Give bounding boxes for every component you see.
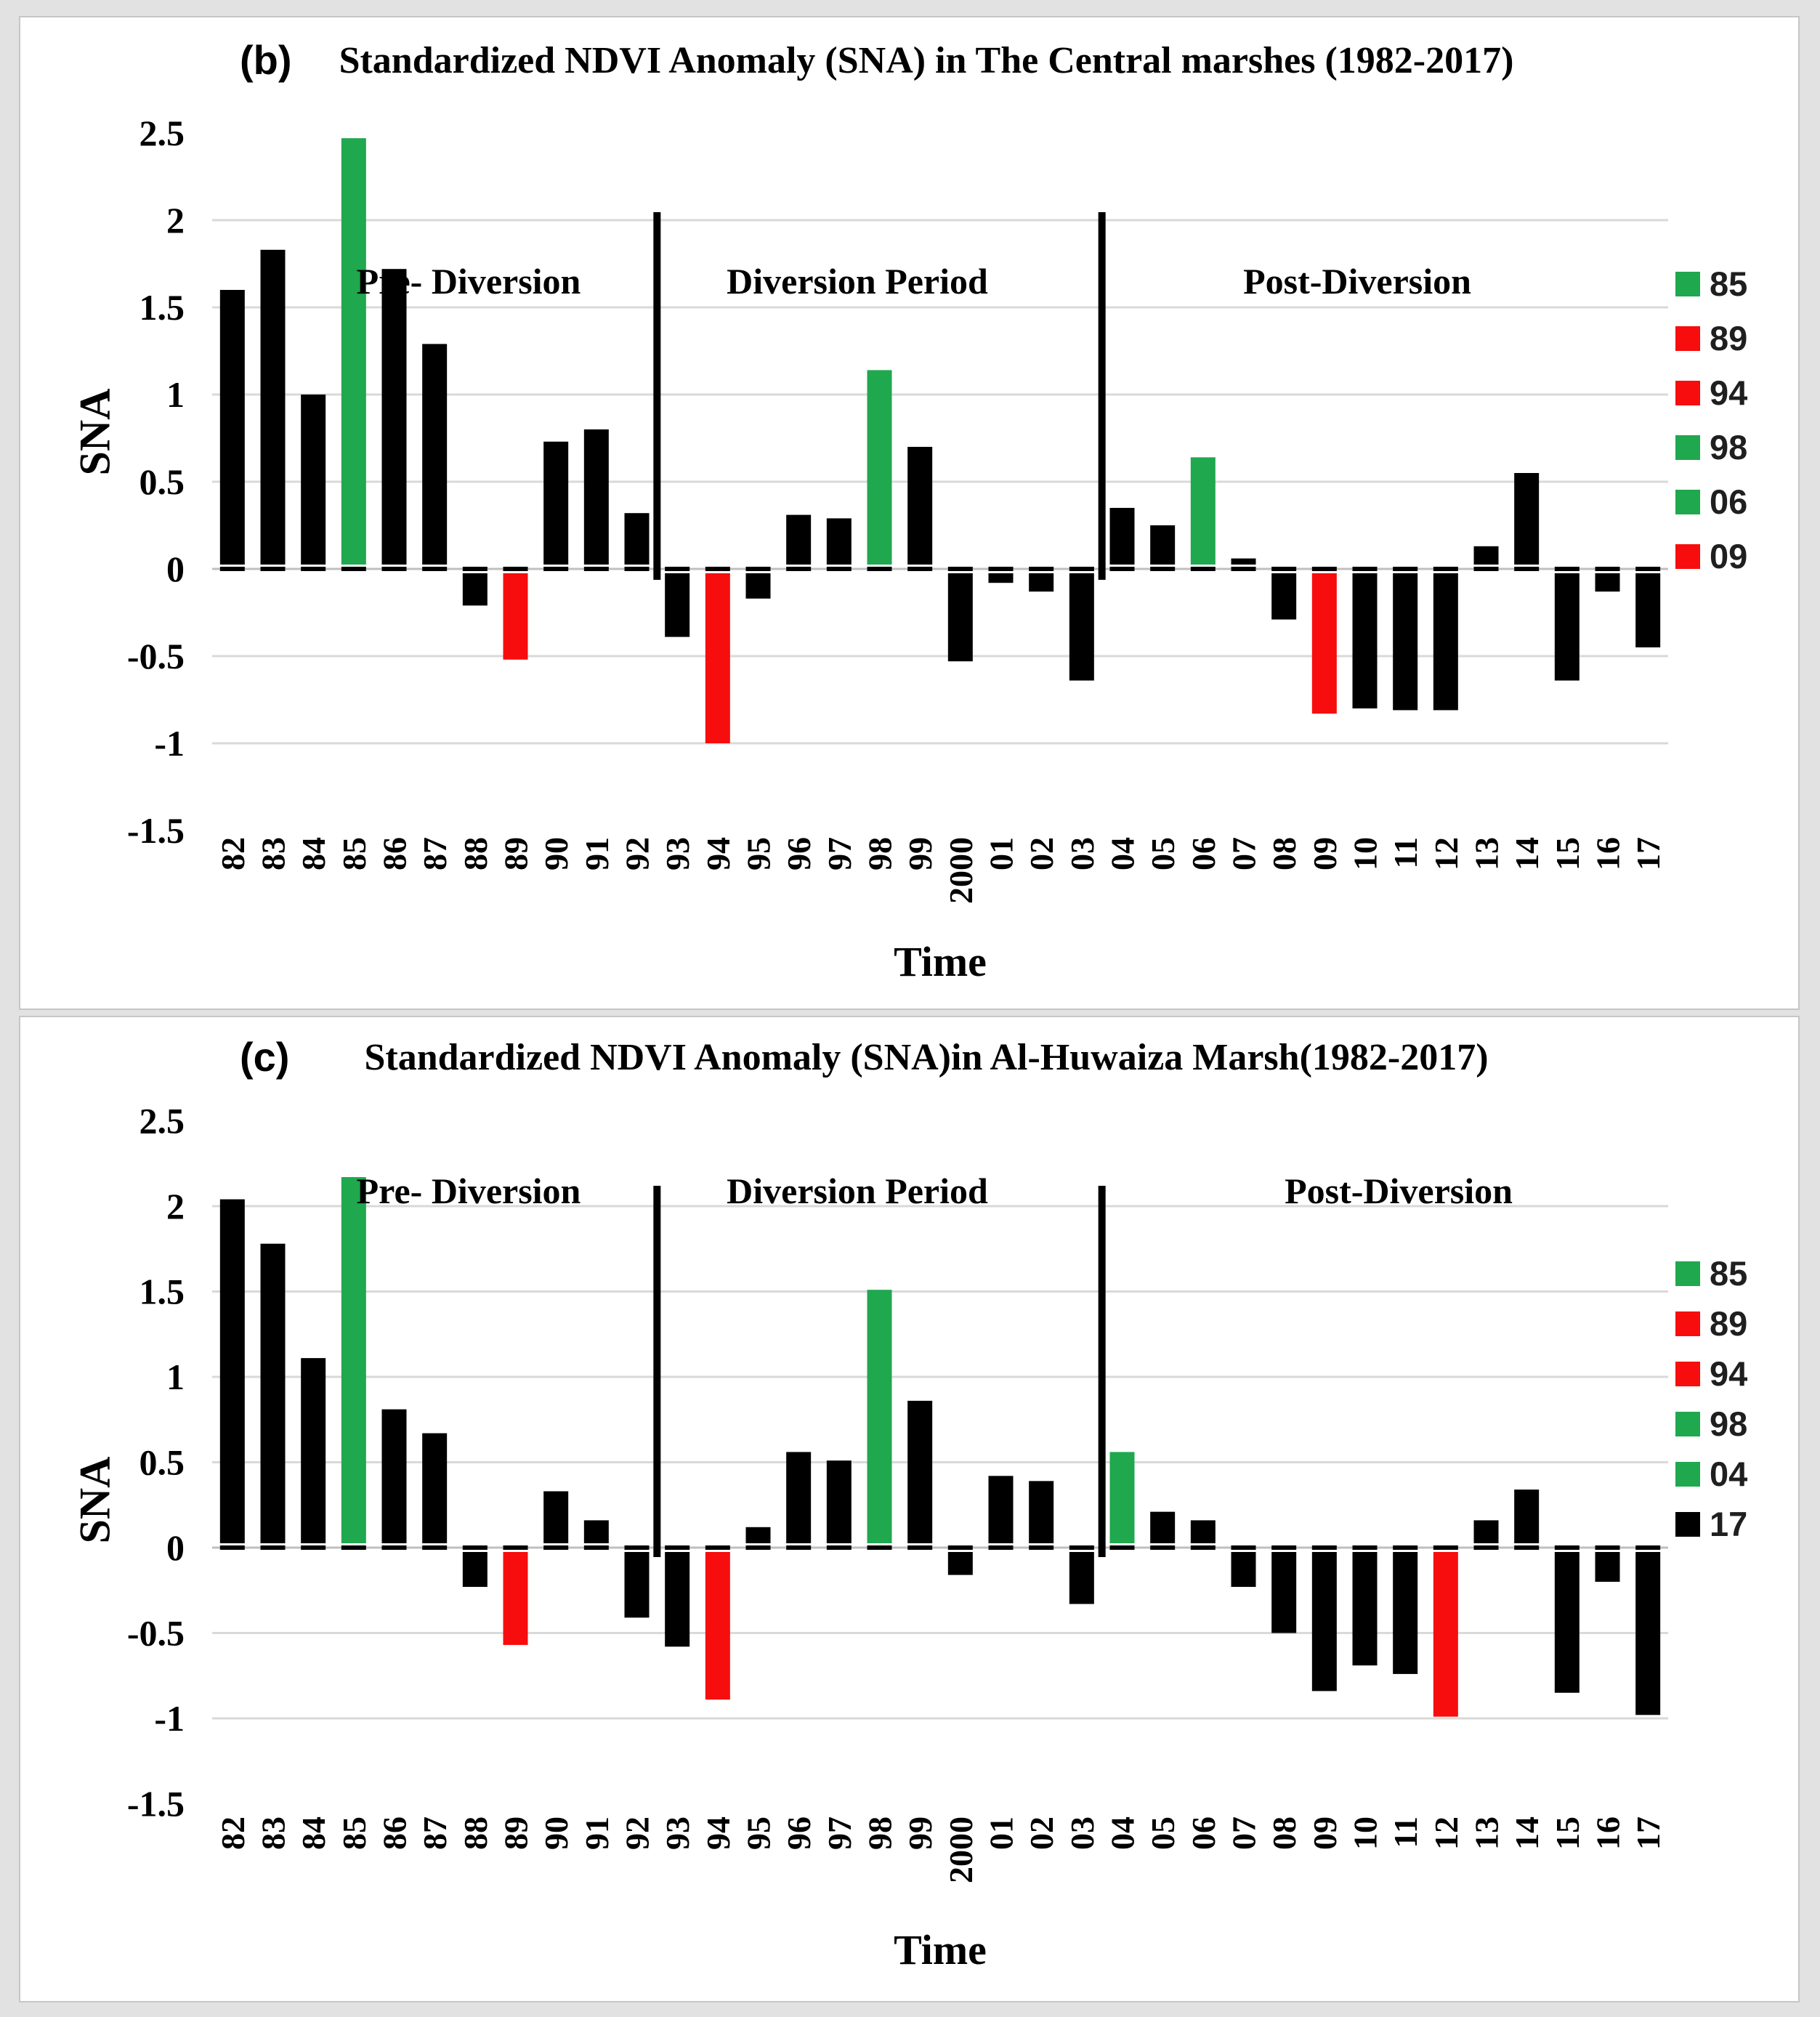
bar-04 <box>1110 508 1135 565</box>
y-axis-title-b: SNA <box>70 388 119 476</box>
bar-86 <box>382 269 407 565</box>
legend-swatch-85 <box>1675 1261 1700 1286</box>
zero-tick-85 <box>341 567 366 571</box>
zero-tick-88 <box>463 1545 488 1550</box>
zero-tick-15 <box>1555 1545 1580 1550</box>
bar-16 <box>1595 1552 1620 1582</box>
zero-tick-10 <box>1353 567 1378 571</box>
zero-tick-01 <box>989 567 1014 571</box>
panel-label-c: (c) <box>240 1034 290 1080</box>
x-tick-label-04: 04 <box>1104 837 1141 870</box>
legend-label-94: 94 <box>1710 373 1748 412</box>
legend-swatch-98 <box>1675 435 1700 460</box>
bar-08 <box>1271 573 1296 620</box>
x-tick-label-01: 01 <box>982 1816 1020 1850</box>
bar-87 <box>422 344 447 565</box>
section-label-3: Post-Diversion <box>1285 1171 1513 1211</box>
zero-tick-06 <box>1191 1545 1216 1550</box>
bar-06 <box>1191 457 1216 565</box>
zero-tick-05 <box>1150 567 1175 571</box>
bar-91 <box>584 429 609 565</box>
legend-label-98: 98 <box>1710 428 1748 466</box>
x-tick-label-90: 90 <box>538 837 575 870</box>
x-tick-label-96: 96 <box>780 1816 818 1850</box>
x-tick-label-06: 06 <box>1184 1816 1222 1850</box>
zero-tick-94 <box>705 1545 730 1550</box>
y-tick-label-1.5: 1.5 <box>139 287 185 328</box>
x-tick-label-14: 14 <box>1508 1816 1546 1850</box>
bar-84 <box>301 1358 325 1543</box>
zero-tick-94 <box>705 567 730 571</box>
legend-item-85 <box>1675 1254 1748 1293</box>
bar-12 <box>1433 1552 1458 1717</box>
y-tick-label-0.5: 0.5 <box>139 1442 185 1483</box>
y-tick-label--0.5: -0.5 <box>126 636 185 676</box>
zero-tick-11 <box>1393 567 1417 571</box>
legend-label-85: 85 <box>1710 264 1748 303</box>
period-divider-line <box>1099 212 1106 580</box>
x-tick-label-85: 85 <box>335 837 373 870</box>
x-tick-label-13: 13 <box>1468 837 1505 870</box>
zero-tick-03 <box>1069 1545 1094 1550</box>
legend-label-09: 09 <box>1710 537 1748 575</box>
period-divider-line <box>653 212 660 580</box>
x-tick-label-82: 82 <box>214 837 251 870</box>
section-label-1: Pre- Diversion <box>356 261 581 302</box>
zero-tick-16 <box>1595 1545 1620 1550</box>
x-tick-label-99: 99 <box>902 837 939 870</box>
x-tick-label-05: 05 <box>1144 837 1182 870</box>
x-tick-label-12: 12 <box>1427 837 1465 870</box>
legend-swatch-09 <box>1675 544 1700 569</box>
x-tick-label-17: 17 <box>1630 837 1667 870</box>
zero-tick-93 <box>665 1545 689 1550</box>
zero-tick-05 <box>1150 1545 1175 1550</box>
bar-96 <box>786 1452 811 1543</box>
zero-tick-12 <box>1433 567 1458 571</box>
x-tick-label-83: 83 <box>254 1816 292 1850</box>
zero-tick-15 <box>1555 567 1580 571</box>
zero-tick-89 <box>503 567 528 571</box>
zero-tick-98 <box>867 567 892 571</box>
zero-tick-2000 <box>948 1545 973 1550</box>
bar-92 <box>625 1552 650 1617</box>
x-tick-label-92: 92 <box>618 837 656 870</box>
y-tick-label-2.5: 2.5 <box>139 113 185 153</box>
bar-08 <box>1271 1552 1296 1633</box>
x-tick-label-04: 04 <box>1104 1816 1141 1850</box>
x-tick-label-11: 11 <box>1387 1816 1425 1848</box>
zero-tick-84 <box>301 567 325 571</box>
bar-93 <box>665 1552 689 1646</box>
legend-item-89 <box>1675 319 1748 357</box>
zero-tick-92 <box>625 1545 650 1550</box>
zero-tick-91 <box>584 1545 609 1550</box>
x-tick-label-93: 93 <box>659 837 697 870</box>
x-tick-label-86: 86 <box>376 837 413 870</box>
x-tick-label-85: 85 <box>335 1816 373 1850</box>
y-tick-label--1: -1 <box>154 1698 185 1739</box>
bar-86 <box>382 1410 407 1543</box>
legend-item-89 <box>1675 1304 1748 1343</box>
x-tick-label-92: 92 <box>618 1816 656 1850</box>
bar-99 <box>907 1401 932 1543</box>
zero-tick-07 <box>1231 1545 1256 1550</box>
period-divider-line <box>653 1186 660 1557</box>
x-tick-label-13: 13 <box>1468 1816 1505 1850</box>
bar-15 <box>1555 1552 1580 1693</box>
zero-tick-86 <box>382 1545 407 1550</box>
bar-03 <box>1069 573 1094 681</box>
legend-item-94 <box>1675 1354 1748 1393</box>
bar-12 <box>1433 573 1458 710</box>
zero-tick-06 <box>1191 567 1216 571</box>
zero-tick-83 <box>261 567 286 571</box>
bar-06 <box>1191 1520 1216 1543</box>
bar-17 <box>1635 1552 1660 1715</box>
bar-05 <box>1150 1512 1175 1543</box>
legend-item-98 <box>1675 1404 1748 1443</box>
bar-90 <box>543 442 568 565</box>
legend-item-06 <box>1675 482 1748 521</box>
y-tick-label-1.5: 1.5 <box>139 1271 185 1312</box>
bar-16 <box>1595 573 1620 591</box>
legend-label-89: 89 <box>1710 1304 1748 1343</box>
zero-tick-13 <box>1474 567 1499 571</box>
legend-swatch-06 <box>1675 490 1700 514</box>
legend-label-94: 94 <box>1710 1354 1748 1393</box>
x-axis-title-c: Time <box>894 1926 987 1973</box>
bar-82 <box>220 290 245 565</box>
bar-07 <box>1231 559 1256 565</box>
x-tick-label-12: 12 <box>1427 1816 1465 1850</box>
legend-label-85: 85 <box>1710 1254 1748 1293</box>
bar-83 <box>261 250 286 565</box>
bar-94 <box>705 573 730 743</box>
legend-item-98 <box>1675 428 1748 466</box>
legend-item-09 <box>1675 537 1748 575</box>
y-tick-label--0.5: -0.5 <box>126 1612 185 1654</box>
x-tick-label-2000: 2000 <box>942 1816 979 1883</box>
bar-15 <box>1555 573 1580 681</box>
legend-swatch-17 <box>1675 1512 1700 1537</box>
zero-tick-14 <box>1514 567 1539 571</box>
zero-tick-02 <box>1029 567 1053 571</box>
x-tick-label-08: 08 <box>1266 837 1303 870</box>
x-axis-title-b: Time <box>894 938 987 985</box>
bar-95 <box>746 573 771 599</box>
bar-98 <box>867 1290 892 1543</box>
zero-tick-97 <box>827 1545 852 1550</box>
zero-tick-09 <box>1312 567 1337 571</box>
bar-90 <box>543 1491 568 1543</box>
bar-96 <box>786 515 811 565</box>
bar-13 <box>1474 546 1499 565</box>
zero-tick-03 <box>1069 567 1094 571</box>
bar-82 <box>220 1200 245 1543</box>
zero-tick-97 <box>827 567 852 571</box>
bar-07 <box>1231 1552 1256 1587</box>
section-label-2: Diversion Period <box>727 261 988 302</box>
legend-label-06: 06 <box>1710 482 1748 521</box>
zero-tick-82 <box>220 1545 245 1550</box>
x-tick-label-2000: 2000 <box>942 837 979 904</box>
x-tick-label-94: 94 <box>699 837 737 870</box>
x-tick-label-97: 97 <box>820 837 858 870</box>
zero-tick-82 <box>220 567 245 571</box>
x-tick-label-88: 88 <box>456 1816 494 1850</box>
legend-item-04 <box>1675 1455 1748 1493</box>
x-tick-label-83: 83 <box>254 837 292 870</box>
zero-tick-93 <box>665 567 689 571</box>
bar-85 <box>341 1177 366 1543</box>
zero-tick-16 <box>1595 567 1620 571</box>
x-tick-label-10: 10 <box>1346 837 1384 870</box>
zero-tick-01 <box>989 1545 1014 1550</box>
y-tick-label-2: 2 <box>166 200 185 240</box>
x-tick-label-84: 84 <box>295 837 333 870</box>
bar-10 <box>1353 573 1378 708</box>
y-tick-label-0: 0 <box>166 1527 185 1568</box>
x-tick-label-07: 07 <box>1225 1816 1263 1850</box>
x-tick-label-01: 01 <box>982 837 1020 870</box>
zero-tick-07 <box>1231 567 1256 571</box>
bar-85 <box>341 138 366 565</box>
y-tick-label-1: 1 <box>166 374 185 415</box>
legend-swatch-89 <box>1675 326 1700 351</box>
x-tick-label-89: 89 <box>497 1816 535 1850</box>
zero-tick-02 <box>1029 1545 1053 1550</box>
x-tick-label-06: 06 <box>1184 837 1222 870</box>
bar-2000 <box>948 1552 973 1575</box>
x-tick-label-94: 94 <box>699 1816 737 1850</box>
bar-02 <box>1029 1481 1053 1543</box>
x-tick-label-16: 16 <box>1589 1816 1627 1850</box>
legend-label-98: 98 <box>1710 1404 1748 1443</box>
bar-11 <box>1393 573 1417 710</box>
x-tick-label-08: 08 <box>1266 1816 1303 1850</box>
bar-10 <box>1353 1552 1378 1665</box>
x-tick-label-84: 84 <box>295 1816 333 1850</box>
zero-tick-92 <box>625 567 650 571</box>
zero-tick-04 <box>1110 1545 1135 1550</box>
bar-14 <box>1514 1489 1539 1543</box>
bar-09 <box>1312 1552 1337 1691</box>
zero-tick-89 <box>503 1545 528 1550</box>
y-tick-label-2: 2 <box>166 1186 185 1226</box>
bar-97 <box>827 518 852 565</box>
x-tick-label-02: 02 <box>1023 837 1061 870</box>
x-tick-label-97: 97 <box>820 1816 858 1850</box>
legend-swatch-98 <box>1675 1412 1700 1436</box>
bar-01 <box>989 573 1014 583</box>
zero-tick-83 <box>261 1545 286 1550</box>
legend-item-94 <box>1675 373 1748 412</box>
zero-tick-09 <box>1312 1545 1337 1550</box>
x-tick-label-14: 14 <box>1508 837 1546 870</box>
zero-tick-08 <box>1271 567 1296 571</box>
x-tick-label-95: 95 <box>740 1816 777 1850</box>
legend-label-89: 89 <box>1710 319 1748 357</box>
legend-swatch-85 <box>1675 272 1700 296</box>
bar-02 <box>1029 573 1053 591</box>
bar-05 <box>1150 525 1175 565</box>
x-tick-label-91: 91 <box>578 837 615 870</box>
x-tick-label-87: 87 <box>416 837 454 870</box>
legend-swatch-94 <box>1675 1362 1700 1386</box>
bar-99 <box>907 447 932 565</box>
zero-tick-87 <box>422 1545 447 1550</box>
bar-84 <box>301 395 325 565</box>
x-tick-label-15: 15 <box>1548 1816 1586 1850</box>
bar-14 <box>1514 473 1539 565</box>
zero-tick-84 <box>301 1545 325 1550</box>
zero-tick-12 <box>1433 1545 1458 1550</box>
bar-92 <box>625 513 650 565</box>
zero-tick-10 <box>1353 1545 1378 1550</box>
period-divider-line <box>1099 1186 1106 1557</box>
zero-tick-99 <box>907 567 932 571</box>
x-tick-label-99: 99 <box>902 1816 939 1850</box>
zero-tick-98 <box>867 1545 892 1550</box>
x-tick-label-17: 17 <box>1630 1816 1667 1850</box>
x-tick-label-11: 11 <box>1387 837 1425 869</box>
x-tick-label-82: 82 <box>214 1816 251 1850</box>
panel-label-b: (b) <box>240 37 292 83</box>
x-tick-label-16: 16 <box>1589 837 1627 870</box>
bar-09 <box>1312 573 1337 714</box>
legend-label-04: 04 <box>1710 1455 1748 1493</box>
legend-label-17: 17 <box>1710 1505 1748 1543</box>
x-tick-label-03: 03 <box>1063 837 1101 870</box>
x-tick-label-10: 10 <box>1346 1816 1384 1850</box>
bar-2000 <box>948 573 973 661</box>
x-tick-label-05: 05 <box>1144 1816 1182 1850</box>
bar-01 <box>989 1476 1014 1543</box>
x-tick-label-09: 09 <box>1306 1816 1343 1850</box>
bar-93 <box>665 573 689 637</box>
bar-98 <box>867 370 892 565</box>
chart-title-c: Standardized NDVI Anomaly (SNA)in Al-Huwaiza Marsh(1982-2017) <box>364 1037 1489 1078</box>
zero-tick-11 <box>1393 1545 1417 1550</box>
bar-89 <box>503 573 528 660</box>
zero-tick-2000 <box>948 567 973 571</box>
x-tick-label-02: 02 <box>1023 1816 1061 1850</box>
zero-tick-14 <box>1514 1545 1539 1550</box>
bar-03 <box>1069 1552 1094 1604</box>
chart-title-b: Standardized NDVI Anomaly (SNA) in The Central marshes (1982-2017) <box>339 40 1514 81</box>
zero-tick-90 <box>543 1545 568 1550</box>
y-tick-label-1: 1 <box>166 1357 185 1397</box>
y-tick-label-2.5: 2.5 <box>139 1100 185 1141</box>
x-tick-label-03: 03 <box>1063 1816 1101 1850</box>
x-tick-label-98: 98 <box>861 837 899 870</box>
bar-13 <box>1474 1520 1499 1543</box>
x-tick-label-87: 87 <box>416 1816 454 1850</box>
bar-95 <box>746 1527 771 1543</box>
zero-tick-96 <box>786 1545 811 1550</box>
zero-tick-04 <box>1110 567 1135 571</box>
bar-87 <box>422 1434 447 1543</box>
bar-89 <box>503 1552 528 1645</box>
zero-tick-85 <box>341 1545 366 1550</box>
zero-tick-17 <box>1635 567 1660 571</box>
zero-tick-13 <box>1474 1545 1499 1550</box>
section-label-1: Pre- Diversion <box>356 1171 581 1211</box>
bar-04 <box>1110 1452 1135 1543</box>
zero-tick-88 <box>463 567 488 571</box>
bar-17 <box>1635 573 1660 647</box>
legend-swatch-04 <box>1675 1462 1700 1487</box>
zero-tick-95 <box>746 1545 771 1550</box>
bar-91 <box>584 1520 609 1543</box>
x-tick-label-95: 95 <box>740 837 777 870</box>
zero-tick-17 <box>1635 1545 1660 1550</box>
bar-94 <box>705 1552 730 1699</box>
x-tick-label-90: 90 <box>538 1816 575 1850</box>
x-tick-label-07: 07 <box>1225 837 1263 870</box>
bar-88 <box>463 573 488 605</box>
x-tick-label-91: 91 <box>578 1816 615 1850</box>
y-tick-label--1.5: -1.5 <box>126 810 185 851</box>
x-tick-label-93: 93 <box>659 1816 697 1850</box>
x-tick-label-96: 96 <box>780 837 818 870</box>
y-axis-title-c: SNA <box>70 1456 119 1544</box>
zero-tick-90 <box>543 567 568 571</box>
x-tick-label-98: 98 <box>861 1816 899 1850</box>
x-tick-label-89: 89 <box>497 837 535 870</box>
y-tick-label--1: -1 <box>154 723 185 764</box>
zero-tick-86 <box>382 567 407 571</box>
y-tick-label--1.5: -1.5 <box>126 1783 185 1824</box>
x-tick-label-15: 15 <box>1548 837 1586 870</box>
legend-item-85 <box>1675 264 1748 303</box>
zero-tick-91 <box>584 567 609 571</box>
zero-tick-96 <box>786 567 811 571</box>
zero-tick-08 <box>1271 1545 1296 1550</box>
section-label-2: Diversion Period <box>727 1171 988 1211</box>
x-tick-label-86: 86 <box>376 1816 413 1850</box>
x-tick-label-88: 88 <box>456 837 494 870</box>
section-label-3: Post-Diversion <box>1243 261 1471 302</box>
zero-tick-87 <box>422 567 447 571</box>
y-tick-label-0: 0 <box>166 549 185 589</box>
x-tick-label-09: 09 <box>1306 837 1343 870</box>
bar-88 <box>463 1552 488 1587</box>
bar-97 <box>827 1460 852 1543</box>
legend-item-17 <box>1675 1505 1748 1543</box>
legend-swatch-94 <box>1675 381 1700 405</box>
bar-11 <box>1393 1552 1417 1674</box>
zero-tick-99 <box>907 1545 932 1550</box>
legend-swatch-89 <box>1675 1311 1700 1336</box>
bar-83 <box>261 1244 286 1543</box>
zero-tick-95 <box>746 567 771 571</box>
y-tick-label-0.5: 0.5 <box>139 461 185 502</box>
